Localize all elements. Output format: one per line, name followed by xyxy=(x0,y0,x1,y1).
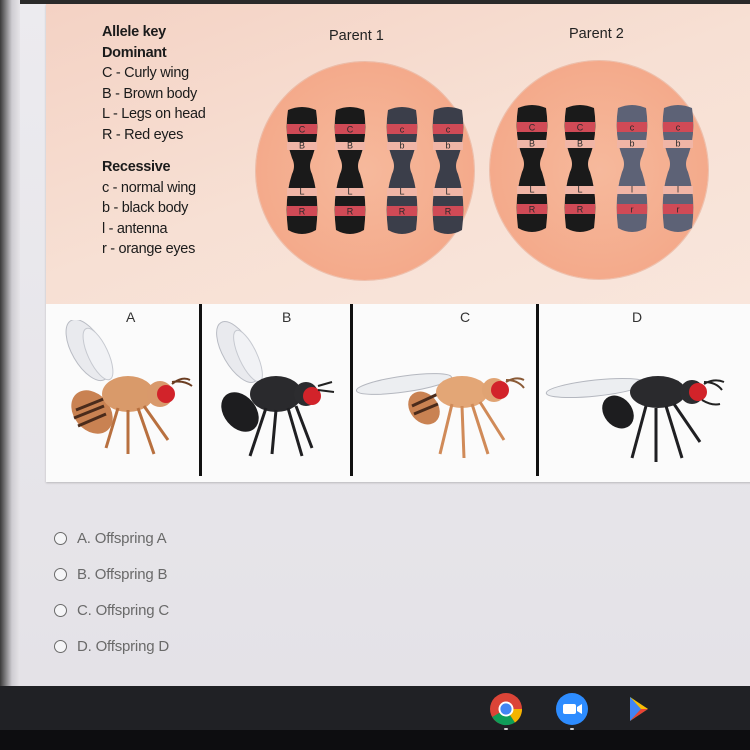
answer-option-label: D. Offspring D xyxy=(77,637,169,655)
allele-letter: R xyxy=(444,206,452,217)
dominant-item: C - Curly wing xyxy=(102,65,189,81)
dominant-item: L - Legs on head xyxy=(102,106,206,122)
answer-option-label: A. Offspring A xyxy=(77,529,167,547)
answer-option-a[interactable] xyxy=(54,520,169,556)
offspring-a-label: A xyxy=(126,309,136,325)
allele-letter: B xyxy=(528,138,536,149)
dominant-item: R - Red eyes xyxy=(102,126,184,143)
answer-option-b[interactable] xyxy=(54,556,169,592)
allele-letter: L xyxy=(529,184,535,195)
allele-letter: L xyxy=(445,186,451,197)
recessive-item: r - orange eyes xyxy=(102,241,196,257)
allele-letter: c xyxy=(445,124,451,135)
allele-letter: c xyxy=(399,124,405,135)
allele-letter: R xyxy=(398,206,406,217)
offspring-b-label: B xyxy=(282,309,292,325)
allele-letter: c xyxy=(675,122,681,133)
allele-letter: b xyxy=(629,138,635,149)
answer-options xyxy=(54,520,169,664)
parent-2-label: Parent 2 xyxy=(569,26,624,42)
allele-letter: b xyxy=(399,140,405,151)
chromosome xyxy=(658,104,698,234)
allele-letter: c xyxy=(629,122,635,133)
fly-c-image xyxy=(354,362,534,472)
allele-letter: L xyxy=(347,186,353,197)
allele-letter: l xyxy=(631,184,633,195)
allele-letter: R xyxy=(346,206,354,217)
chrome-icon[interactable] xyxy=(489,692,523,726)
divider xyxy=(199,304,202,476)
allele-letter: B xyxy=(298,140,306,151)
allele-letter: C xyxy=(528,122,536,133)
chromosome xyxy=(282,106,322,236)
genetics-panel xyxy=(46,4,750,304)
radio-button[interactable] xyxy=(54,604,67,617)
allele-key-title: Allele key xyxy=(102,24,166,40)
parent-1-label: Parent 1 xyxy=(329,28,384,44)
question-figure xyxy=(46,4,750,482)
bezel-left xyxy=(0,0,20,690)
fly-a-image xyxy=(58,320,198,470)
allele-letter: R xyxy=(298,206,306,217)
answer-option-label: B. Offspring B xyxy=(77,565,168,583)
allele-letter: C xyxy=(298,124,306,135)
play-store-icon[interactable] xyxy=(621,692,655,726)
radio-button[interactable] xyxy=(54,568,67,581)
zoom-icon[interactable] xyxy=(555,692,589,726)
allele-letter: R xyxy=(576,204,584,215)
chromosome xyxy=(330,106,370,236)
allele-key xyxy=(102,22,272,260)
offspring-c-label: C xyxy=(460,309,471,325)
allele-letter: C xyxy=(576,122,584,133)
answer-option-d[interactable] xyxy=(54,628,169,664)
allele-letter: B xyxy=(346,140,354,151)
recessive-item: l - antenna xyxy=(102,220,168,237)
recessive-item: c - normal wing xyxy=(102,179,196,196)
allele-letter: l xyxy=(677,184,679,195)
allele-letter: L xyxy=(577,184,583,195)
allele-letter: R xyxy=(528,204,536,215)
dominant-item: B - Brown body xyxy=(102,85,197,102)
chromosome xyxy=(512,104,552,234)
allele-letter: L xyxy=(299,186,305,197)
chromosome xyxy=(560,104,600,234)
recessive-heading: Recessive xyxy=(102,159,171,175)
radio-button[interactable] xyxy=(54,532,67,545)
chromosome xyxy=(382,106,422,236)
radio-button[interactable] xyxy=(54,640,67,653)
answer-option-label: C. Offspring C xyxy=(77,601,169,619)
screen xyxy=(20,4,750,686)
allele-letter: L xyxy=(399,186,405,197)
divider xyxy=(536,304,539,476)
allele-letter: r xyxy=(630,204,634,215)
allele-letter: b xyxy=(445,140,451,151)
taskbar xyxy=(0,686,750,750)
allele-letter: b xyxy=(675,138,681,149)
recessive-item: b - black body xyxy=(102,200,189,216)
fly-d-image xyxy=(542,362,742,472)
fly-b-image xyxy=(212,320,352,470)
allele-letter: B xyxy=(576,138,584,149)
offspring-d-label: D xyxy=(632,309,643,325)
dominant-heading: Dominant xyxy=(102,44,167,61)
allele-letter: r xyxy=(676,204,680,215)
chromosome xyxy=(612,104,652,234)
allele-letter: C xyxy=(346,124,354,135)
chromosome xyxy=(428,106,468,236)
answer-option-c[interactable] xyxy=(54,592,169,628)
